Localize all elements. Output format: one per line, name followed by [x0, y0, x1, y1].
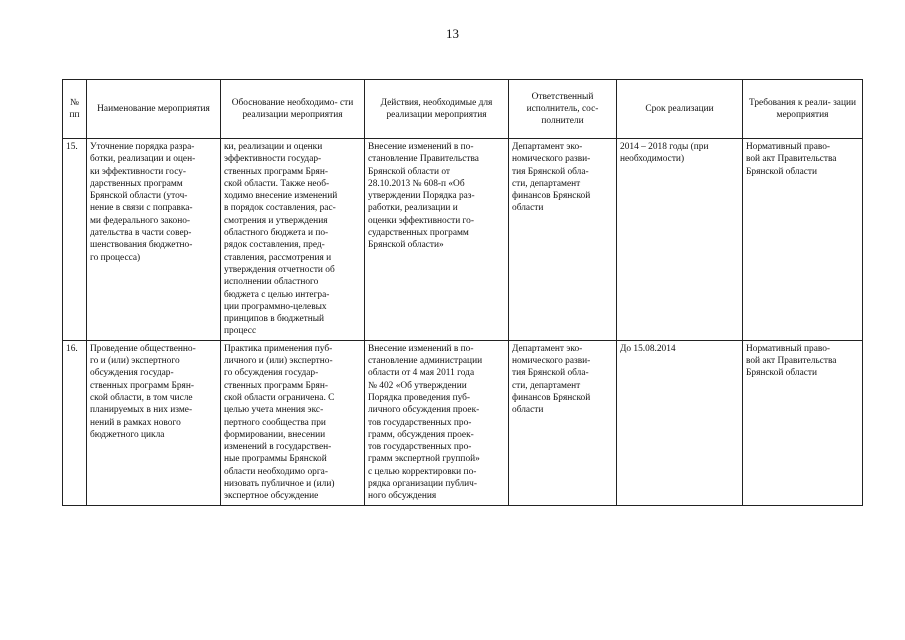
- row-number: 15.: [63, 139, 87, 341]
- header-number: № пп: [63, 80, 87, 139]
- header-justification: Обоснование необходимо- сти реализации мероприятия: [221, 80, 365, 139]
- justification-cell: Практика применения пуб- личного и (или) экспертно- го обсуждения государ- ственных программ Брян- ской области ограничена. С целью учета мнения экс- пертного сообщества при формировании, внесении изменений в государствен- ные программы Брянской области необходимо орга- низовать публичное и (или) экспертное обсуждение: [221, 340, 365, 505]
- measure-name-cell: Проведение общественно- го и (или) экспертного обсуждения государ- ственных программ Брян- ской области, в том числе планируемых в них изме- нений в рамках нового бюджетного цикла: [87, 340, 221, 505]
- table-row: [63, 340, 863, 505]
- requirements-cell: Нормативный право- вой акт Правительства Брянской области: [743, 340, 863, 505]
- header-term: Срок реализации: [617, 80, 743, 139]
- page-number: 13: [446, 26, 459, 41]
- term-cell: 2014 – 2018 годы (при необходимости): [617, 139, 743, 341]
- requirements-cell: Нормативный право- вой акт Правительства Брянской области: [743, 139, 863, 341]
- header-requirements: Требования к реали- зации мероприятия: [743, 80, 863, 139]
- header-responsible: Ответственный исполнитель, сос- полнители: [509, 80, 617, 139]
- table-row: [63, 139, 863, 341]
- header-actions: Действия, необходимые для реализации мероприятия: [365, 80, 509, 139]
- actions-cell: Внесение изменений в по- становление Правительства Брянской области от 28.10.2013 № 608-п «Об утверждении Порядка раз- работки, реализации и оценки эффективности го- сударственных программ Брянской области»: [365, 139, 509, 341]
- responsible-cell: Департамент эко- номического разви- тия Брянской обла- сти, департамент финансов Брянской области: [509, 340, 617, 505]
- justification-cell: ки, реализации и оценки эффективности государ- ственных программ Брян- ской области. Также необ- ходимо внесение изменений в порядок составления, рас- смотрения и утверждения областного бюджета и по- рядок составления, пред- ставления, рассмотрения и утверждения отчетности об исполнении областного бюджета с целью интегра- ции программно-целевых принципов в бюджетный процесс: [221, 139, 365, 341]
- row-number: 16.: [63, 340, 87, 505]
- table-header-row: [63, 80, 863, 139]
- responsible-cell: Департамент эко- номического разви- тия Брянской обла- сти, департамент финансов Брянской области: [509, 139, 617, 341]
- actions-cell: Внесение изменений в по- становление администрации области от 4 мая 2011 года № 402 «Об утверждении Порядка проведения пуб- личного обсуждения проек- тов государственных про- грамм, обсуждения проек- тов государственных про- грамм экспертной группой» с целью корректировки по- рядка организации публич- ного обсуждения: [365, 340, 509, 505]
- measures-table: [62, 79, 863, 506]
- term-cell: До 15.08.2014: [617, 340, 743, 505]
- measure-name-cell: Уточнение порядка разра- ботки, реализации и оцен- ки эффективности госу- дарственных программ Брянской области (уточ- нение в связи с поправка- ми федерального законо- дательства в части совер- шенствования бюджетно- го процесса): [87, 139, 221, 341]
- header-measure-name: Наименование мероприятия: [87, 80, 221, 139]
